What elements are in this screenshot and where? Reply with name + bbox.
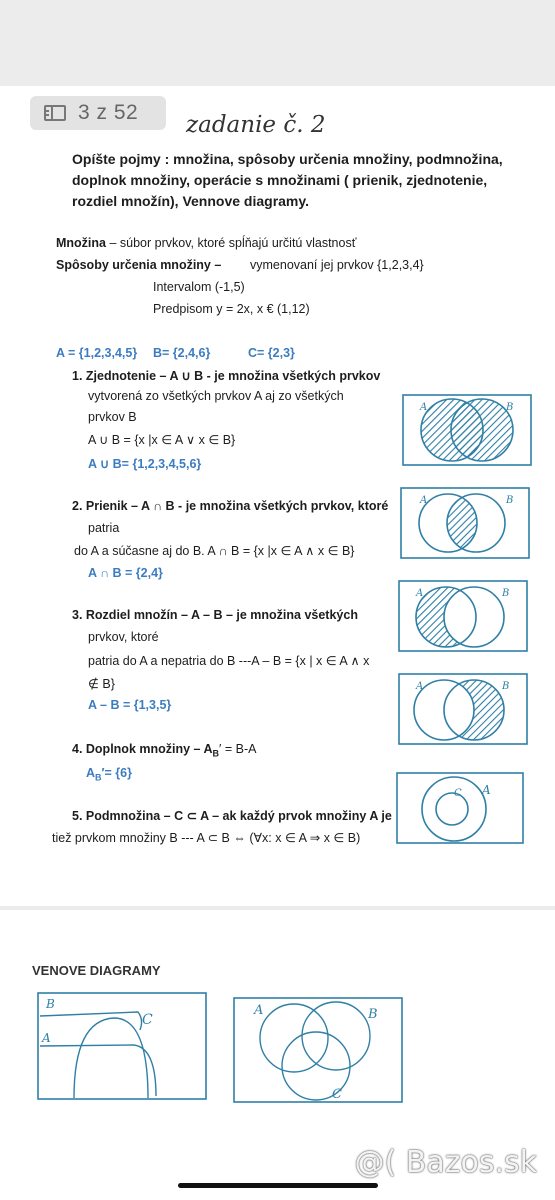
venn-subset-label-a: A xyxy=(482,783,491,797)
venn-complement-label-b: B xyxy=(502,681,510,692)
task-line-3: rozdiel množín), Vennove diagramy. xyxy=(72,193,310,209)
difference-line-4: ∉ B} xyxy=(88,677,115,691)
venn-difference-diagram xyxy=(398,580,528,652)
set-a: A = {1,2,3,4,5} xyxy=(56,346,138,360)
intersection-line-3: do A a súčasne aj do B. A ∩ B = {x |x ∈ A ∧ x ∈ B} xyxy=(74,544,355,558)
methods-interval: Intervalom (-1,5) xyxy=(153,280,245,294)
venn-complement-diagram xyxy=(398,673,528,745)
definition xyxy=(56,236,356,250)
subset-line-2: tiež prvkom množiny B --- A ⊂ B ⇔ (∀x: x ∈ A ⇒ x ∈ B) xyxy=(52,831,361,845)
venn-sketch-right-label-a: A xyxy=(254,1003,264,1018)
venn-union-label-b: B xyxy=(506,402,514,413)
difference-result: A – B = {1,3,5} xyxy=(88,698,172,712)
venn-complement-label-a: A xyxy=(416,681,424,692)
definition-term: Množina xyxy=(56,236,106,250)
home-indicator[interactable] xyxy=(178,1183,378,1188)
task-line-2: doplnok množiny, operácie s množinami ( prienik, zjednotenie, xyxy=(72,172,488,188)
union-result: A ∪ B= {1,2,3,4,5,6} xyxy=(88,457,202,471)
venn-difference-label-b: B xyxy=(502,588,510,599)
venn-sketch-right-label-c: C xyxy=(332,1087,342,1102)
difference-line-1: 3. Rozdiel množín – A – B – je množina všetkých xyxy=(72,608,358,622)
page-counter-label: 3 z 52 xyxy=(78,101,139,124)
set-b: B= {2,4,6} xyxy=(153,346,211,360)
venn-difference-label-a: A xyxy=(416,588,424,599)
venn-sketch-left xyxy=(36,990,210,1102)
complement-result: $A_B'= \{6\}$ xyxy=(86,766,132,783)
difference-line-2: prvkov, ktoré xyxy=(88,630,159,644)
venn-union-label-a: A xyxy=(420,402,428,413)
methods-enumeration: vymenovaní jej prvkov {1,2,3,4} xyxy=(250,258,424,272)
handwritten-title: zadanie č. 2 xyxy=(186,112,326,138)
methods-rule: Predpisom y = 2x, x € (1,12) xyxy=(153,302,310,316)
venn-sketch-left-label-b: B xyxy=(46,997,55,1011)
bazos-watermark: @( Bazos.sk xyxy=(354,1145,537,1180)
subset-line-1: 5. Podmnožina – C ⊂ A – ak každý prvok množiny A je xyxy=(72,809,392,823)
task-line-1: Opíšte pojmy : množina, spôsoby určenia množiny, podmnožina, xyxy=(72,151,503,167)
union-line-2: vytvorená zo všetkých prvkov A aj zo všetkých xyxy=(88,389,344,403)
page-counter[interactable] xyxy=(30,96,166,130)
venn-subset-diagram xyxy=(396,772,526,844)
venn-intersection-label-a: A xyxy=(420,495,428,506)
definition-text: – súbor prvkov, ktoré spĺňajú určitú vlastnosť xyxy=(106,236,357,250)
difference-line-3: patria do A a nepatria do B ---A – B = {x | x ∈ A ∧ x xyxy=(88,654,370,668)
pages-icon xyxy=(44,105,66,121)
intersection-line-2: patria xyxy=(88,521,120,535)
venn-subset-label-c: C xyxy=(454,788,462,799)
venn-intersection-label-b: B xyxy=(506,495,514,506)
venn-sketch-left-label-a: A xyxy=(42,1031,51,1045)
union-line-4: A ∪ B = {x |x ∈ A ∨ x ∈ B} xyxy=(88,433,236,447)
union-line-1: 1. Zjednotenie – A ∪ B - je množina všetkých prvkov xyxy=(72,369,381,383)
venn-sketch-right xyxy=(232,996,404,1106)
intersection-line-1: 2. Prienik – A ∩ B - je množina všetkých prvkov, ktoré xyxy=(72,499,389,513)
venn-sketch-right-label-b: B xyxy=(368,1007,378,1022)
intersection-result: A ∩ B = {2,4} xyxy=(88,566,163,580)
complement-line: 4. Doplnok množiny – $A_B' = B-A$ xyxy=(72,742,257,759)
venn-union-diagram xyxy=(402,394,532,466)
venn-heading: VENOVE DIAGRAMY xyxy=(32,963,161,978)
venn-sketch-left-label-c: C xyxy=(142,1012,153,1028)
union-line-3: prvkov B xyxy=(88,410,137,424)
set-c: C= {2,3} xyxy=(248,346,295,360)
venn-intersection-diagram xyxy=(400,487,530,559)
methods-term: Spôsoby určenia množiny – xyxy=(56,258,222,272)
